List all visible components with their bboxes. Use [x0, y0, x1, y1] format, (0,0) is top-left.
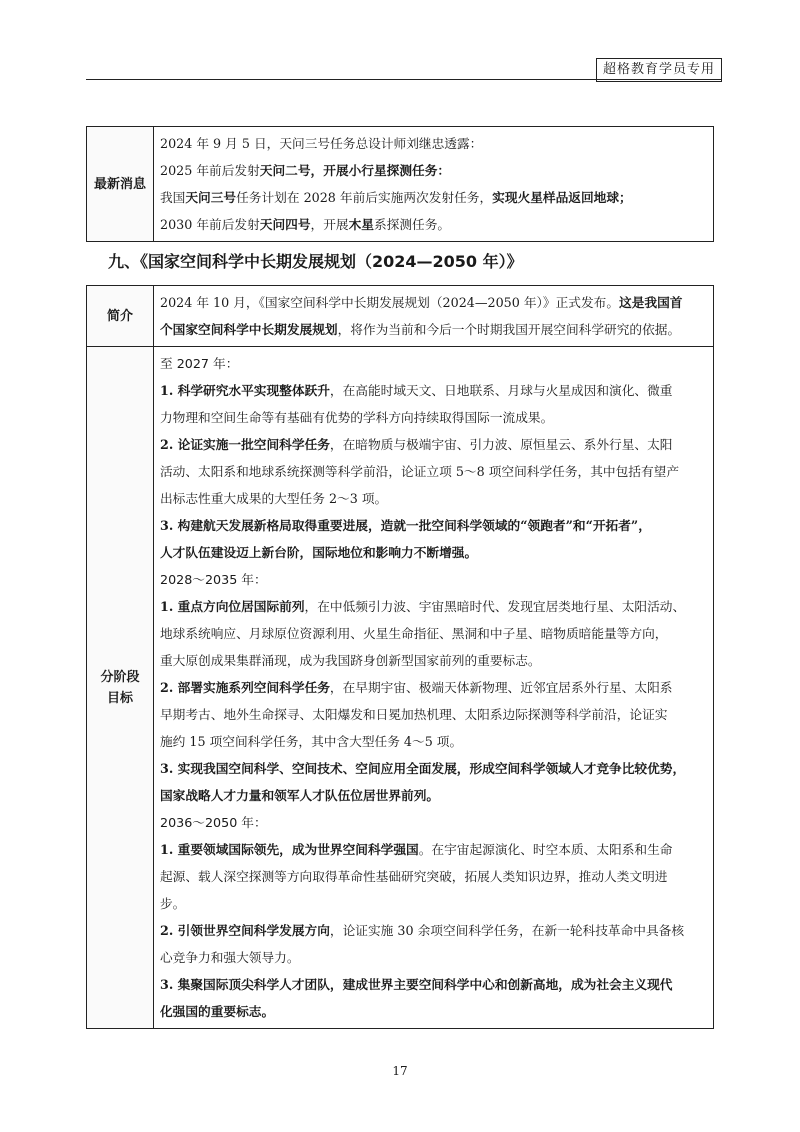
- text-run: ，将作为当前和今后一个时期我国开展空间科学研究的依据。: [337, 322, 681, 337]
- bold-text-run: 2. 引领世界空间科学发展方向: [160, 923, 330, 938]
- text-line: [160, 917, 707, 944]
- bold-text-run: 3. 构建航天发展新格局取得重要进展，造就一批空间科学领域的“领跑者”和“开拓者”，: [160, 518, 651, 533]
- text-line: [160, 377, 707, 404]
- text-run: ，在高能时域天文、日地联系、月球与火星成因和演化、微重: [329, 383, 673, 398]
- text-run: 任务计划在 2028 年前后实施两次发射任务，: [236, 190, 493, 205]
- text-line: [160, 971, 707, 998]
- text-line: [160, 836, 707, 863]
- text-run: ，论证实施 30 余项空间科学任务，在新一轮科技革命中具备核: [329, 923, 685, 938]
- text-run: ，开展: [310, 217, 349, 232]
- text-line: [160, 289, 707, 316]
- plan-table: [86, 285, 714, 1029]
- bold-text-run: 2. 部署实施系列空间科学任务: [160, 680, 330, 695]
- text-run: 施约 15 项空间科学任务，其中含大型任务 4～5 项。: [160, 734, 463, 749]
- bold-text-run: 国家战略人才力量和领军人才队伍位居世界前列。: [160, 788, 440, 803]
- text-line: [160, 944, 707, 971]
- text-line: [160, 620, 707, 647]
- text-line: [160, 701, 707, 728]
- news-table: [86, 126, 714, 242]
- header-rule: [86, 79, 722, 80]
- text-line: [160, 130, 707, 157]
- header-label: 超格教育学员专用: [596, 58, 722, 82]
- text-run: ，在早期宇宙、极端天体新物理、近邻宜居系外行星、太阳系: [329, 680, 673, 695]
- text-line: [160, 647, 707, 674]
- bold-text-run: 这是我国首: [619, 295, 683, 310]
- text-line: [160, 211, 707, 238]
- text-line: [160, 157, 707, 184]
- bold-text-run: 3. 实现我国空间科学、空间技术、空间应用全面发展，形成空间科学领域人才竞争比较优势，: [160, 761, 686, 776]
- text-run: 起源、载人深空探测等方向取得革命性基础研究突破，拓展人类知识边界，推动人类文明进: [160, 869, 668, 884]
- text-line: [160, 863, 707, 890]
- stages-label-line2: 目标: [106, 690, 133, 706]
- text-run: 。在宇宙起源演化、时空本质、太阳系和生命: [418, 842, 673, 857]
- page-number: 17: [392, 1064, 408, 1078]
- text-run: 2024 年 10 月，《国家空间科学中长期发展规划（2024—2050 年）》正式发布。: [160, 295, 620, 310]
- text-line: [160, 890, 707, 917]
- text-run: 力物理和空间生命等有基础有优势的学科方向持续取得国际一流成果。: [160, 410, 554, 425]
- bold-text-run: 天问四号: [259, 217, 311, 232]
- news-label: 最新消息: [87, 127, 154, 242]
- stages-label-line1: 分阶段: [100, 669, 140, 685]
- text-line: [160, 566, 707, 593]
- text-run: 出标志性重大成果的大型任务 2～3 项。: [160, 491, 388, 506]
- bold-text-run: 1. 重要领域国际领先，成为世界空间科学强国: [160, 842, 419, 857]
- text-run: 早期考古、地外生命探寻、太阳爆发和日冕加热机理、太阳系边际探测等科学前沿，论证实: [160, 707, 668, 722]
- text-line: [160, 350, 707, 377]
- text-run: 地球系统响应、月球原位资源利用、火星生命指征、黑洞和中子星、暗物质暗能量等方向，: [160, 626, 668, 641]
- news-row: [87, 127, 714, 242]
- text-run: 2024 年 9 月 5 日，天问三号任务总设计师刘继忠透露：: [160, 136, 483, 151]
- stages-content: [154, 347, 714, 1029]
- intro-row: [87, 286, 714, 347]
- bold-text-run: 天问三号: [185, 190, 237, 205]
- text-line: [160, 782, 707, 809]
- bold-text-run: 1. 科学研究水平实现整体跃升: [160, 383, 330, 398]
- text-run: 我国: [160, 190, 186, 205]
- text-run: 2030 年前后发射: [160, 217, 260, 232]
- text-run: 心竞争力和强大领导力。: [160, 950, 300, 965]
- bold-text-run: 天问二号，开展小行星探测任务：: [259, 163, 451, 178]
- text-run: 活动、太阳系和地球系统探测等科学前沿，论证立项 5～8 项空间科学任务，其中包括有望产: [160, 464, 680, 479]
- stages-row: [87, 347, 714, 1029]
- bold-text-run: 实现火星样品返回地球；: [492, 190, 632, 205]
- bold-text-run: 2. 论证实施一批空间科学任务: [160, 437, 330, 452]
- bold-text-run: 化强国的重要标志。: [160, 1004, 275, 1019]
- bold-text-run: 个国家空间科学中长期发展规划: [160, 322, 338, 337]
- text-run: 至 2027 年：: [160, 356, 239, 371]
- text-line: [160, 458, 707, 485]
- bold-text-run: 木星: [348, 217, 374, 232]
- text-line: [160, 728, 707, 755]
- text-run: ，在中低频引力波、宇宙黑暗时代、发现宜居类地行星、太阳活动、: [304, 599, 686, 614]
- news-content: [154, 127, 714, 242]
- text-run: ，在暗物质与极端宇宙、引力波、原恒星云、系外行星、太阳: [329, 437, 673, 452]
- stages-label: [87, 347, 154, 1029]
- text-run: 2028～2035 年：: [160, 572, 267, 587]
- text-line: [160, 184, 707, 211]
- text-line: [160, 431, 707, 458]
- text-line: [160, 809, 707, 836]
- text-line: [160, 674, 707, 701]
- text-run: 重大原创成果集群涌现，成为我国跻身创新型国家前列的重要标志。: [160, 653, 541, 668]
- text-line: [160, 539, 707, 566]
- text-run: 步。: [160, 896, 186, 911]
- text-line: [160, 755, 707, 782]
- text-line: [160, 512, 707, 539]
- text-line: [160, 998, 707, 1025]
- intro-content: [154, 286, 714, 347]
- bold-text-run: 1. 重点方向位居国际前列: [160, 599, 305, 614]
- text-line: [160, 485, 707, 512]
- text-line: [160, 404, 707, 431]
- text-line: [160, 316, 707, 343]
- text-line: [160, 593, 707, 620]
- bold-text-run: 3. 集聚国际顶尖科学人才团队，建成世界主要空间科学中心和创新高地，成为社会主义现代: [160, 977, 673, 992]
- intro-label: 简介: [87, 286, 154, 347]
- bold-text-run: 人才队伍建设迈上新台阶，国际地位和影响力不断增强。: [160, 545, 478, 560]
- text-run: 系探测任务。: [373, 217, 451, 232]
- text-run: 2025 年前后发射: [160, 163, 260, 178]
- section-title: 九、《国家空间科学中长期发展规划（2024—2050 年）》: [108, 252, 523, 271]
- text-run: 2036～2050 年：: [160, 815, 267, 830]
